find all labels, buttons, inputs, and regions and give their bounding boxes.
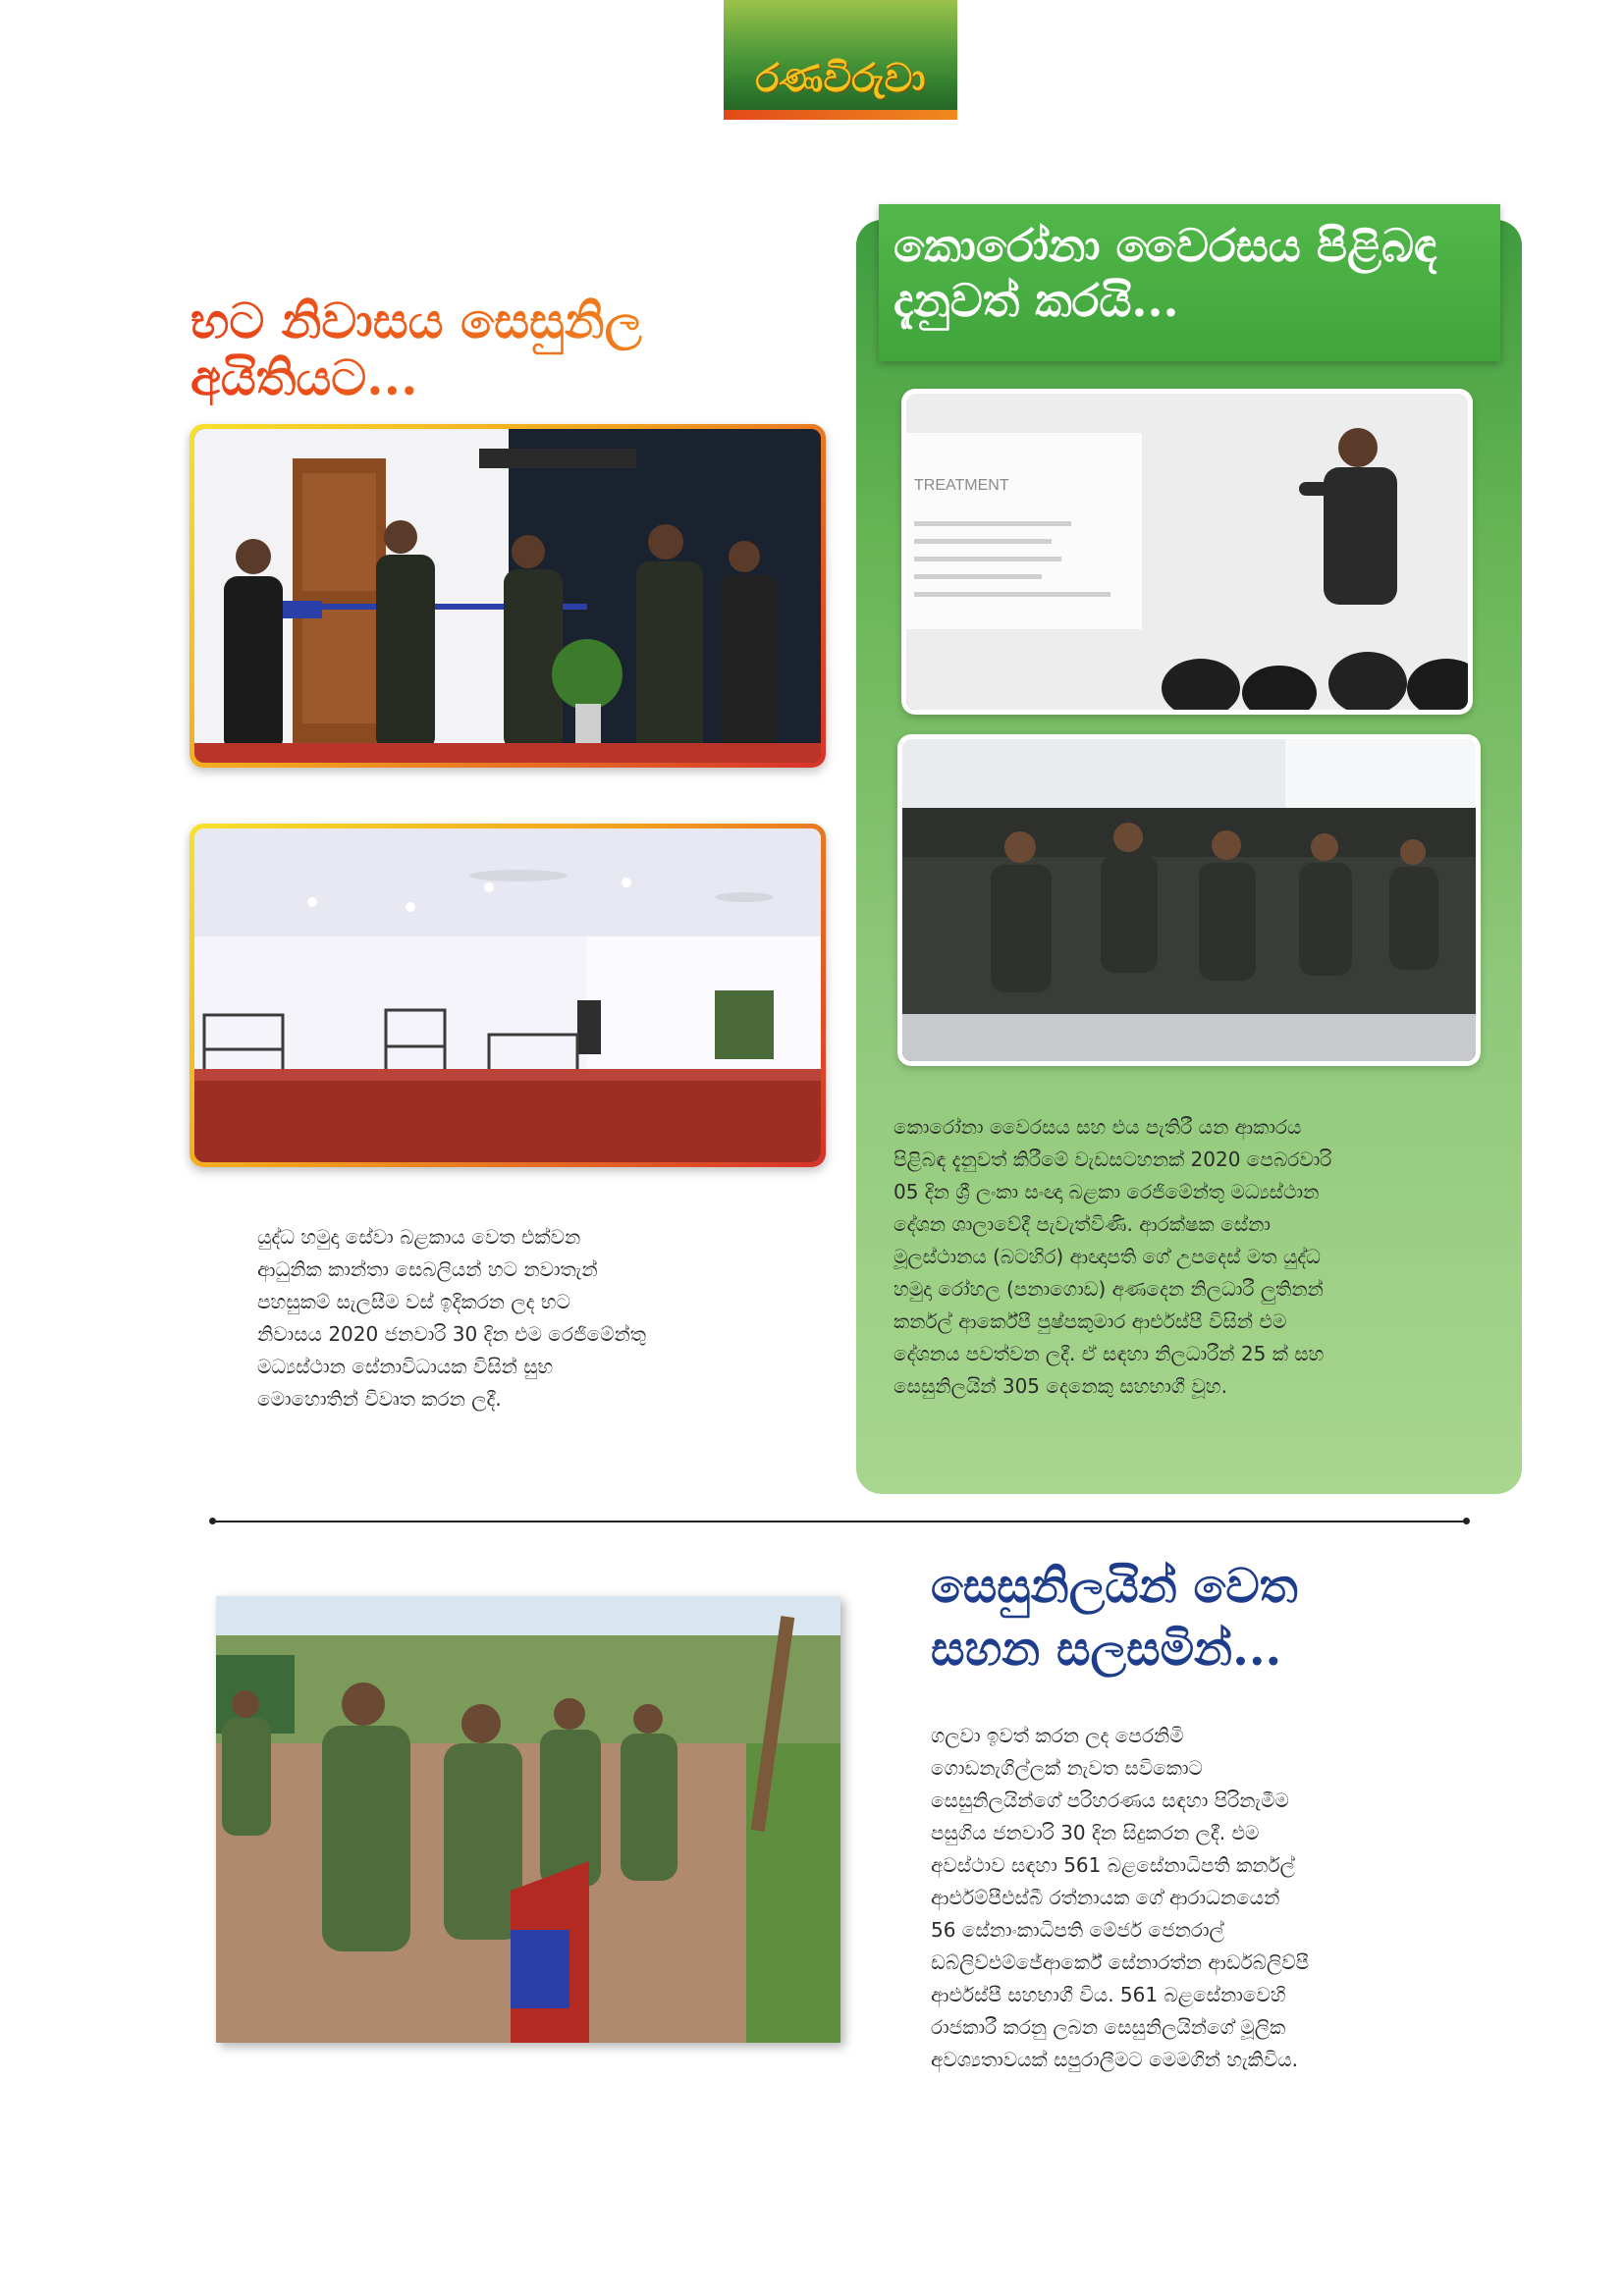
lecture-illustration [906, 394, 1468, 710]
divider-dot-left [209, 1518, 216, 1524]
audience-illustration [902, 739, 1476, 1061]
slide-treatment-text: TREATMENT [914, 477, 1009, 494]
ribbon-cutting-photo [189, 424, 826, 768]
divider-dot-right [1463, 1518, 1470, 1524]
ribbon-cutting-illustration [194, 429, 821, 763]
bottom-article-headline: සෙසුනිලයින් වෙත සහන සලසමින්... [931, 1559, 1298, 1677]
left-article-headline: භට නිවාසය සෙසුනිල අයිතියට... [190, 293, 819, 405]
left-article-body: යුද්ධ හමුදා සේවා බළකාය වෙත එක්වන ආධුනික කාන්තා සෙබලියන් හට නවාතැන් පහසුකම් සැලසීම වස් ඉදිකරන ලද භට නිවාසය 2020 ජනවාරි 30 දින එම රෙජිමේන්තු මධ්‍යස්ථාන සේනාවිධායක විසින් සුභ මොහොතින් විවෘත කරන ලදී. [257, 1225, 647, 1411]
dormitory-illustration [194, 828, 821, 1162]
section-divider [212, 1521, 1467, 1522]
audience-photo [897, 734, 1481, 1066]
lecture-photo [901, 389, 1473, 715]
plaque-unveiling-photo [216, 1596, 840, 2043]
masthead-logo: රණවිරුවා [755, 55, 926, 101]
masthead-accent-bar [724, 110, 957, 120]
bottom-article-body: ගලවා ඉවත් කරන ලද පෙරනිමි ගොඩනැගිල්ලක් නැවත සවිකොට සෙසුනිලයින්ගේ පරිහරණය සඳහා පිරිනැමීම පසුගිය ජනවාරි 30 දින සිදුකරන ලදී. එම අවස්ථාව සඳහා 561 බළසේනාධිපති කර්නල් ආර්එම්පීඑස්බී රත්නායක ගේ ආරාධනයෙන් 56 සේනාංකාධිපති මේජර් ජෙනරාල් ඩබ්ලිව්එම්ජේආර්කේ සේනාරත්න ආර්ඩබ්ලිව්පී ආර්එස්පී සහභාගී විය. 561 බළසේනාවෙහි රාජකාරී කරනු ලබන සෙසුනිලයින්ගේ මූලික අවශ්‍යතාවයක් සපුරාලීමට මෙමගින් හැකිවිය. [931, 1724, 1310, 2071]
dormitory-photo [189, 824, 826, 1167]
right-article-body: කොරෝනා වෛරසය සහ එය පැතිරී යන ආකාරය පිළිබඳ දැනුවත් කිරීමේ වැඩසටහනක් 2020 පෙබරවාරි 05 දින ශ්‍රී ලංකා සංඥා බළකා රෙජිමේන්තු මධ්‍යස්ථාන දේශන ශාලාවේදී පැවැත්විණි. ආරක්ෂක සේනා මූලස්ථානය (බටහිර) ආඥාපති ගේ උපදෙස් මත යුද්ධ හමුදා රෝහල (පනාගොඩ) අණදෙන නිලධාරී ලුතිනන් කර්නල් ආර්කේපී පුෂ්පකුමාර ආර්එස්පී විසින් එම දේශනය පවත්වන ලදී. ඒ සඳහා නිලධාරීන් 25 ක් සහ සෙසුනිලයින් 305 දෙනෙකු සහභාගී වූහ. [893, 1115, 1332, 1398]
right-article-headline: කොරෝනා වෛරසය පිළිබඳ දැනුවත් කරයි... [893, 219, 1437, 327]
plaque-unveiling-illustration [216, 1596, 840, 2043]
